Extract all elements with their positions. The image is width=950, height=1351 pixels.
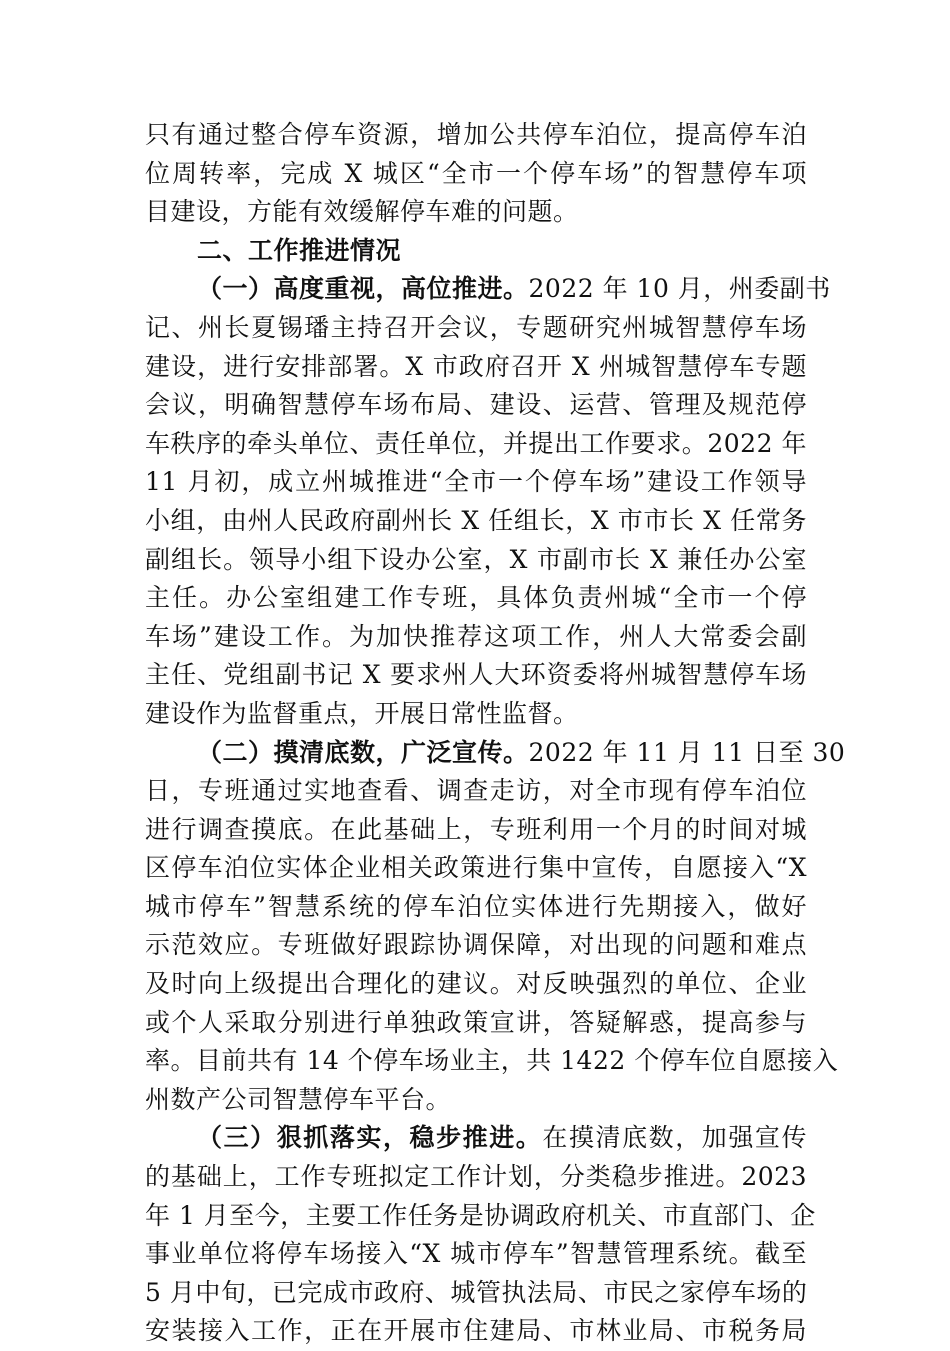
subsection-heading: （一）高度重视，高位推进。 <box>197 274 529 304</box>
body-line: 区停车泊位实体企业相关政策进行集中宣传，自愿接入“X <box>145 853 807 883</box>
body-line: 安装接入工作，正在开展市住建局、市林业局、市税务局 <box>145 1316 807 1346</box>
subsection-first-line <box>145 1119 807 1158</box>
body-line: 记、州长夏锡璠主持召开会议，专题研究州城智慧停车场 <box>145 312 807 342</box>
subsection-first-line <box>145 270 831 309</box>
body-text: 在摸清底数，加强宣传 <box>542 1123 807 1153</box>
body-line: 主任。办公室组建工作专班，具体负责州城“全市一个停 <box>145 583 807 613</box>
body-line: 建设，进行安排部署。X 市政府召开 X 州城智慧停车专题 <box>145 351 807 381</box>
body-line: 建设作为监督重点，开展日常性监督。 <box>145 698 579 728</box>
body-line: 11 月初，成立州城推进“全市一个停车场”建设工作领导 <box>145 467 807 497</box>
body-line: 的基础上，工作专班拟定工作计划，分类稳步推进。2023 <box>145 1162 807 1192</box>
body-line: 及时向上级提出合理化的建议。对反映强烈的单位、企业 <box>145 969 807 999</box>
subsection-heading: （三）狠抓落实，稳步推进。 <box>197 1123 543 1153</box>
body-line: 事业单位将停车场接入“X 城市停车”智慧管理系统。截至 <box>145 1239 807 1269</box>
document-page <box>145 116 846 1351</box>
body-line: 小组，由州人民政府副州长 X 任组长，X 市市长 X 任常务 <box>145 505 807 535</box>
body-line: 5 月中旬，已完成市政府、城管执法局、市民之家停车场的 <box>145 1277 808 1307</box>
subsection-first-line <box>145 734 846 773</box>
body-line: 位周转率，完成 X 城区“全市一个停车场”的智慧停车项 <box>145 158 807 188</box>
body-line: 主任、党组副书记 X 要求州人大环资委将州城智慧停车场 <box>145 660 807 690</box>
section-heading: 二、工作推进情况 <box>197 235 402 265</box>
body-line: 城市停车”智慧系统的停车泊位实体进行先期接入，做好 <box>145 891 807 921</box>
body-line: 车秩序的牵头单位、责任单位，并提出工作要求。2022 年 <box>145 428 807 458</box>
body-text: 2022 年 10 月，州委副书 <box>528 274 831 304</box>
body-line: 进行调查摸底。在此基础上，专班利用一个月的时间对城 <box>145 814 807 844</box>
body-line: 或个人采取分别进行单独政策宣讲，答疑解惑，提高参与 <box>145 1007 807 1037</box>
body-line: 率。目前共有 14 个停车场业主，共 1422 个停车位自愿接入 <box>145 1046 839 1076</box>
body-line: 只有通过整合停车资源，增加公共停车泊位，提高停车泊 <box>145 120 807 149</box>
body-line: 车场”建设工作。为加快推荐这项工作，州人大常委会副 <box>145 621 807 651</box>
body-line: 会议，明确智慧停车场布局、建设、运营、管理及规范停 <box>145 390 807 420</box>
body-line: 日，专班通过实地查看、调查走访，对全市现有停车泊位 <box>145 776 807 806</box>
body-line: 示范效应。专班做好跟踪协调保障，对出现的问题和难点 <box>145 930 807 960</box>
subsection-heading: （二）摸清底数，广泛宣传。 <box>197 737 529 767</box>
body-line: 目建设，方能有效缓解停车难的问题。 <box>145 197 579 227</box>
body-text: 2022 年 11 月 11 日至 30 <box>528 737 846 767</box>
body-line: 年 1 月至今，主要工作任务是协调政府机关、市直部门、企 <box>145 1200 816 1230</box>
body-line: 副组长。领导小组下设办公室，X 市副市长 X 兼任办公室 <box>145 544 807 574</box>
body-line: 州数产公司智慧停车平台。 <box>145 1084 452 1114</box>
